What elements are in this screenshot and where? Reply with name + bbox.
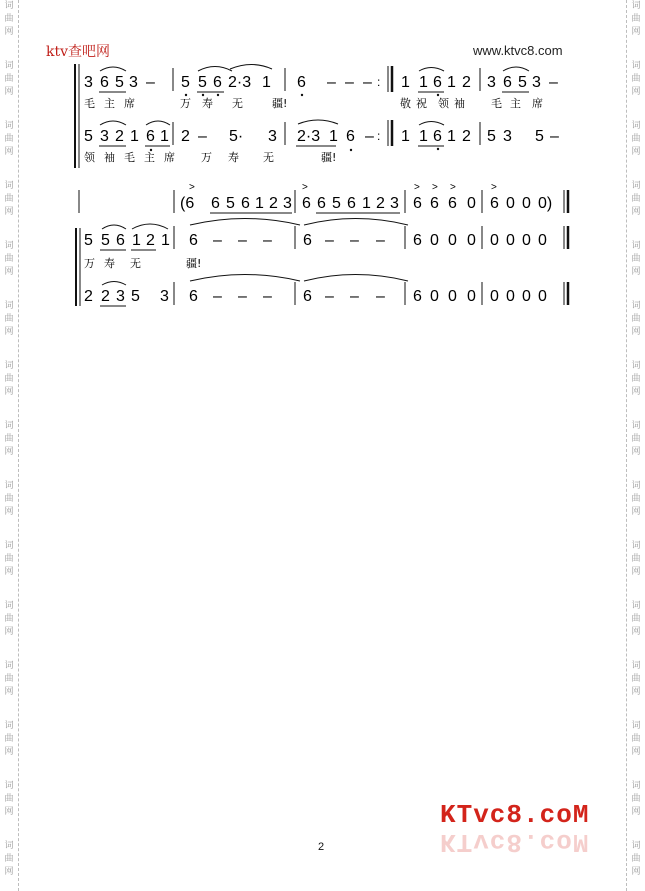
svg-text:0: 0 xyxy=(430,288,439,305)
voice1-lyrics xyxy=(84,96,543,110)
watermark-text: 词 曲 网 xyxy=(631,61,641,97)
svg-text:–: – xyxy=(327,74,336,91)
watermark-text: 词 曲 网 xyxy=(4,481,14,517)
svg-text:–: – xyxy=(146,74,155,91)
svg-text:0: 0 xyxy=(430,232,439,249)
watermark-text: 词 曲 网 xyxy=(631,661,641,697)
svg-text:>: > xyxy=(414,182,420,193)
svg-text:2: 2 xyxy=(181,128,190,145)
svg-text:6: 6 xyxy=(189,288,198,305)
lyric-syllable: 席 xyxy=(532,97,543,110)
lyric-syllable: 席 xyxy=(164,151,175,164)
watermark-text: 词 曲 网 xyxy=(4,61,14,97)
lyric-syllable: 疆! xyxy=(186,257,202,270)
svg-text:2: 2 xyxy=(269,195,278,212)
svg-text:5: 5 xyxy=(198,74,207,91)
svg-text:0): 0) xyxy=(538,195,553,212)
svg-text:5: 5 xyxy=(84,128,93,145)
watermark-text: 词 曲 网 xyxy=(4,541,14,577)
svg-text:3: 3 xyxy=(129,74,138,91)
svg-text:5: 5 xyxy=(535,128,544,145)
svg-text:6: 6 xyxy=(100,74,109,91)
svg-text:5·: 5· xyxy=(229,128,244,145)
svg-text:6: 6 xyxy=(413,288,422,305)
svg-text:–: – xyxy=(325,288,334,305)
svg-text:3: 3 xyxy=(532,74,541,91)
svg-text:0: 0 xyxy=(506,288,515,305)
svg-text:3: 3 xyxy=(84,74,93,91)
svg-text:1: 1 xyxy=(262,74,271,91)
lyric-syllable: 寿 xyxy=(104,257,115,270)
lyric-syllable: 疆! xyxy=(321,151,337,164)
watermark-text: 词 曲 网 xyxy=(631,121,641,157)
page-number: 2 xyxy=(318,841,325,853)
svg-text:5: 5 xyxy=(226,195,235,212)
watermark-text: 词 曲 网 xyxy=(631,721,641,757)
lyric-syllable: 敬 xyxy=(400,97,411,110)
svg-text:2: 2 xyxy=(462,128,471,145)
svg-text:1: 1 xyxy=(401,74,410,91)
svg-text:0: 0 xyxy=(538,288,547,305)
svg-text::: : xyxy=(377,129,381,143)
watermark-text: 词 曲 网 xyxy=(4,601,14,637)
watermark-text: 词 曲 网 xyxy=(631,361,641,397)
svg-text:–: – xyxy=(376,232,385,249)
svg-text:–: – xyxy=(376,288,385,305)
watermark-text: 词 曲 网 xyxy=(4,421,14,457)
svg-text:>: > xyxy=(491,182,497,193)
svg-text:–: – xyxy=(198,128,207,145)
svg-text:2·3: 2·3 xyxy=(228,74,252,91)
lyric-syllable: 万 xyxy=(201,151,212,164)
svg-text:6: 6 xyxy=(490,195,499,212)
svg-text:6: 6 xyxy=(448,195,457,212)
lyric-syllable: 无 xyxy=(232,97,243,110)
svg-text:1: 1 xyxy=(255,195,264,212)
svg-text:5: 5 xyxy=(131,288,140,305)
svg-text:>: > xyxy=(302,182,308,193)
svg-text:0: 0 xyxy=(522,232,531,249)
lyric-syllable: 无 xyxy=(130,257,141,270)
lyric-syllable: 领 xyxy=(84,151,95,164)
svg-text:–: – xyxy=(350,288,359,305)
svg-text:6: 6 xyxy=(413,195,422,212)
watermark-text: 词 曲 网 xyxy=(631,541,641,577)
svg-text:6: 6 xyxy=(303,288,312,305)
ktvc8-logo: KTvc8.coM xyxy=(440,800,590,830)
lyric-syllable: 万 xyxy=(180,97,191,110)
watermark-text: 词 曲 网 xyxy=(631,481,641,517)
voice1-notes xyxy=(84,65,558,97)
svg-text:2: 2 xyxy=(146,232,155,249)
lyric-syllable: 席 xyxy=(124,97,135,110)
voice1-lyrics-2 xyxy=(84,257,201,270)
svg-text:2·3: 2·3 xyxy=(297,128,321,145)
site-url: www.ktvc8.com xyxy=(473,43,563,58)
lyric-syllable: 袖 xyxy=(104,151,115,164)
svg-text:0: 0 xyxy=(490,288,499,305)
svg-text:3: 3 xyxy=(268,128,277,145)
lyric-syllable: 毛 xyxy=(84,97,95,110)
svg-text:0: 0 xyxy=(467,232,476,249)
svg-text:2: 2 xyxy=(115,128,124,145)
watermark-text: 词 曲 网 xyxy=(4,781,14,817)
voice2-notes-2 xyxy=(84,275,568,307)
svg-text:–: – xyxy=(550,128,559,145)
svg-text:5: 5 xyxy=(518,74,527,91)
lyric-syllable: 袖 xyxy=(454,97,465,110)
svg-text:6: 6 xyxy=(189,232,198,249)
lyric-syllable: 祝 xyxy=(416,97,427,110)
svg-text:0: 0 xyxy=(506,232,515,249)
lyric-syllable: 无 xyxy=(263,151,274,164)
svg-text:0: 0 xyxy=(538,232,547,249)
lyric-syllable: 毛 xyxy=(124,151,135,164)
svg-text:5: 5 xyxy=(84,232,93,249)
watermark-text: 词 曲 网 xyxy=(631,181,641,217)
svg-text:6: 6 xyxy=(116,232,125,249)
voice2-lyrics xyxy=(84,150,336,164)
svg-text:0: 0 xyxy=(467,195,476,212)
svg-text:6: 6 xyxy=(503,74,512,91)
svg-text:–: – xyxy=(325,232,334,249)
svg-text:>: > xyxy=(432,182,438,193)
watermark-text: 词 曲 网 xyxy=(4,241,14,277)
svg-text:3: 3 xyxy=(487,74,496,91)
svg-text:–: – xyxy=(345,74,354,91)
system-1 xyxy=(75,64,559,168)
svg-text:6: 6 xyxy=(347,195,356,212)
svg-text:3: 3 xyxy=(283,195,292,212)
svg-text:1: 1 xyxy=(161,232,170,249)
lyric-syllable: 主 xyxy=(104,97,115,110)
watermark-text: 词 曲 网 xyxy=(4,121,14,157)
svg-text:2: 2 xyxy=(376,195,385,212)
watermark-text: 词 曲 网 xyxy=(631,601,641,637)
svg-text:1: 1 xyxy=(329,128,338,145)
lyric-syllable: 主 xyxy=(144,151,155,164)
svg-text:6: 6 xyxy=(430,195,439,212)
svg-text:>: > xyxy=(450,182,456,193)
svg-text:0: 0 xyxy=(506,195,515,212)
watermark-text: 词 曲 网 xyxy=(4,841,14,877)
svg-text:5: 5 xyxy=(181,74,190,91)
svg-text:3: 3 xyxy=(116,288,125,305)
watermark-text: 词 曲 网 xyxy=(631,781,641,817)
watermark-text: 词 曲 网 xyxy=(4,661,14,697)
svg-text:6: 6 xyxy=(317,195,326,212)
svg-text:0: 0 xyxy=(490,232,499,249)
svg-text:–: – xyxy=(549,74,558,91)
watermark-text: 词 曲 网 xyxy=(4,1,14,37)
lyric-syllable: 万 xyxy=(84,257,95,270)
svg-text:1: 1 xyxy=(419,128,428,145)
svg-text:0: 0 xyxy=(522,195,531,212)
lyric-syllable: 寿 xyxy=(202,97,213,110)
lyric-syllable: 领 xyxy=(438,97,449,110)
voice1-notes-2 xyxy=(84,219,568,251)
lyric-syllable: 寿 xyxy=(228,151,239,164)
watermark-text: 词 曲 网 xyxy=(631,841,641,877)
lyric-syllable: 毛 xyxy=(491,97,502,110)
svg-text:6: 6 xyxy=(302,195,311,212)
svg-text:6: 6 xyxy=(241,195,250,212)
watermark-text: 词 曲 网 xyxy=(631,241,641,277)
svg-text:>: > xyxy=(189,182,195,193)
svg-text:1: 1 xyxy=(130,128,139,145)
svg-text:0: 0 xyxy=(467,288,476,305)
svg-text:6: 6 xyxy=(213,74,222,91)
svg-text::: : xyxy=(377,75,381,89)
svg-text:–: – xyxy=(365,128,374,145)
watermark-text: 词 曲 网 xyxy=(4,721,14,757)
svg-text:–: – xyxy=(350,232,359,249)
svg-text:3: 3 xyxy=(503,128,512,145)
lyric-syllable: 疆! xyxy=(272,97,288,110)
svg-text:0: 0 xyxy=(522,288,531,305)
svg-text:–: – xyxy=(263,288,272,305)
svg-text:2: 2 xyxy=(462,74,471,91)
svg-text:6: 6 xyxy=(303,232,312,249)
watermark-text: 词 曲 网 xyxy=(4,301,14,337)
svg-text:0: 0 xyxy=(448,288,457,305)
svg-text:0: 0 xyxy=(448,232,457,249)
watermark-text: 词 曲 网 xyxy=(4,181,14,217)
svg-text:3: 3 xyxy=(100,128,109,145)
svg-text:6: 6 xyxy=(211,195,220,212)
svg-text:2: 2 xyxy=(101,288,110,305)
svg-text:6: 6 xyxy=(146,128,155,145)
svg-text:–: – xyxy=(238,288,247,305)
svg-text:–: – xyxy=(213,232,222,249)
svg-text:6: 6 xyxy=(297,74,306,91)
svg-text:5: 5 xyxy=(101,232,110,249)
svg-text:–: – xyxy=(238,232,247,249)
svg-text:1: 1 xyxy=(419,74,428,91)
ktvc8-logo-reflection: KTvc8.coM xyxy=(440,827,590,857)
svg-text:1: 1 xyxy=(447,74,456,91)
svg-text:1: 1 xyxy=(160,128,169,145)
site-brand: ktv查吧网 xyxy=(46,44,111,60)
svg-text:6: 6 xyxy=(433,74,442,91)
svg-text:–: – xyxy=(263,232,272,249)
svg-text:1: 1 xyxy=(447,128,456,145)
watermark-text: 词 曲 网 xyxy=(4,361,14,397)
svg-text:5: 5 xyxy=(332,195,341,212)
svg-text:2: 2 xyxy=(84,288,93,305)
watermark-text: 词 曲 网 xyxy=(631,301,641,337)
svg-text:6: 6 xyxy=(433,128,442,145)
svg-text:–: – xyxy=(363,74,372,91)
lyric-syllable: 主 xyxy=(510,97,521,110)
watermark-text: 词 曲 网 xyxy=(631,421,641,457)
svg-text:5: 5 xyxy=(115,74,124,91)
svg-text:6: 6 xyxy=(346,128,355,145)
instrumental-notes xyxy=(174,182,568,213)
svg-text:5: 5 xyxy=(487,128,496,145)
svg-text:3: 3 xyxy=(160,288,169,305)
system-2 xyxy=(76,182,568,306)
svg-text:1: 1 xyxy=(401,128,410,145)
svg-text:–: – xyxy=(213,288,222,305)
svg-text:1: 1 xyxy=(132,232,141,249)
voice2-notes xyxy=(84,120,559,151)
svg-text:(6: (6 xyxy=(180,195,195,212)
svg-text:3: 3 xyxy=(390,195,399,212)
watermark-text: 词 曲 网 xyxy=(631,1,641,37)
svg-text:1: 1 xyxy=(362,195,371,212)
svg-text:6: 6 xyxy=(413,232,422,249)
